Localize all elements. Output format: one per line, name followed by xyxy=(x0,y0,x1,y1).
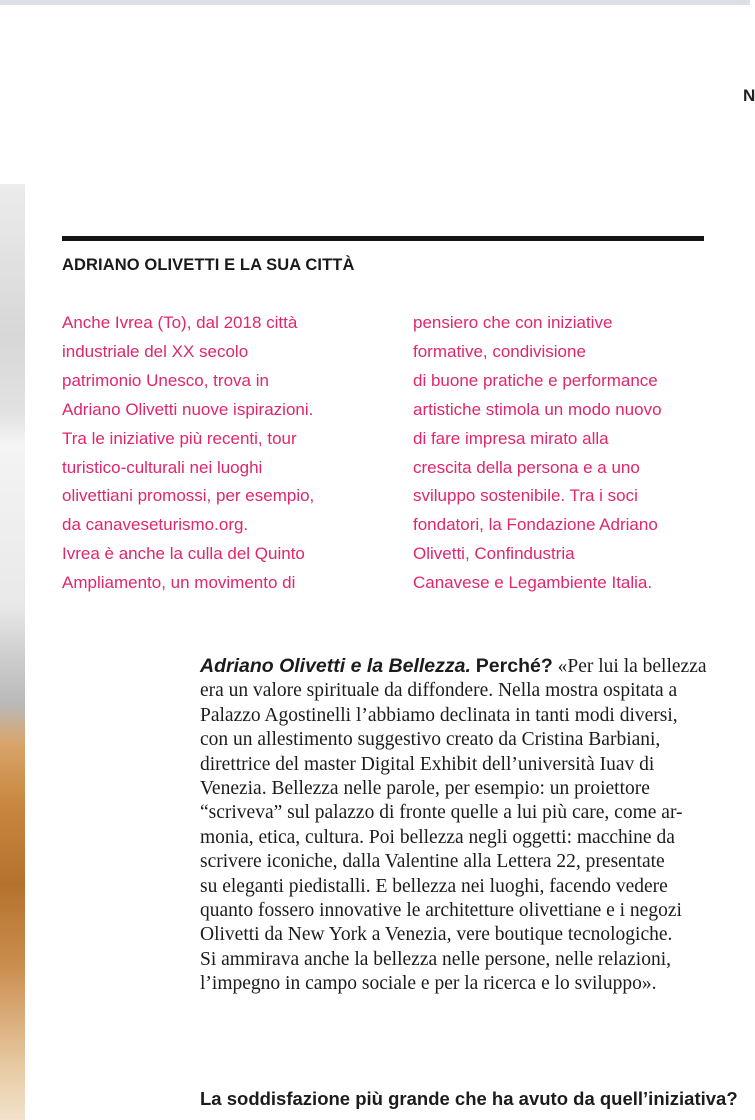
page-edge-letter: N xyxy=(743,86,755,105)
article-body xyxy=(200,654,750,997)
article-line: Palazzo Agostinelli l’abbiamo declinata in tanti modi diversi, xyxy=(200,704,678,726)
sidebar-box-left-column xyxy=(62,309,314,598)
article-line: Olivetti da New York a Venezia, vere boutique tecnologiche. xyxy=(200,924,673,946)
article-line: l’impegno in campo sociale e per la ricerca e lo sviluppo». xyxy=(200,973,657,995)
sidebar-line: turistico-culturali nei luoghi xyxy=(62,457,263,477)
sidebar-line: Canavese e Legambiente Italia. xyxy=(413,573,653,593)
sidebar-line: pensiero che con iniziative xyxy=(413,313,613,332)
article-lead-question: Perché? xyxy=(475,655,553,677)
article-line: monia, etica, cultura. Poi bellezza negli oggetti: macchine da xyxy=(200,826,675,848)
sidebar-line: sviluppo sostenibile. Tra i soci xyxy=(413,486,638,506)
left-photo-strip xyxy=(0,184,25,1120)
article-line: su eleganti piedistalli. E bellezza nei luoghi, facendo vedere xyxy=(200,875,668,897)
top-border xyxy=(0,0,750,5)
article-line: scrivere iconiche, dalla Valentine alla Lettera 22, presentate xyxy=(200,851,665,873)
sidebar-line: patrimonio Unesco, trova in xyxy=(62,370,269,390)
article-line: “scriveva” sul palazzo di fronte quelle a lui più care, come ar- xyxy=(200,802,683,824)
sidebar-line: formative, condivisione xyxy=(413,341,586,361)
article-line: era un valore spirituale da diffondere. Nella mostra ospitata a xyxy=(200,680,678,702)
article-line: Si ammirava anche la bellezza nelle persone, nelle relazioni, xyxy=(200,948,672,970)
sidebar-box-right-column xyxy=(413,309,662,598)
sidebar-box-title: ADRIANO OLIVETTI E LA SUA CITTÀ xyxy=(62,256,355,274)
sidebar-line: Adriano Olivetti nuove ispirazioni. xyxy=(62,399,314,419)
article-lead-title: Adriano Olivetti e la Bellezza. xyxy=(200,655,471,677)
sidebar-line: di buone pratiche e performance xyxy=(413,370,658,390)
sidebar-line: crescita della persona e a uno xyxy=(413,457,640,477)
sidebar-line: industriale del XX secolo xyxy=(62,341,249,361)
sidebar-line: di fare impresa mirato alla xyxy=(413,428,609,448)
sidebar-line: Olivetti, Confindustria xyxy=(413,544,575,564)
article-line: quanto fossero innovative le architetture olivettiane e i negozi xyxy=(200,900,682,922)
article-first-line xyxy=(200,654,750,679)
sidebar-line: Ampliamento, un movimento di xyxy=(62,573,296,593)
sidebar-line: Anche Ivrea (To), dal 2018 città xyxy=(62,313,298,332)
sidebar-line: da canaveseturismo.org. xyxy=(62,515,249,535)
article-line: con un allestimento suggestivo creato da Cristina Barbiani, xyxy=(200,729,661,751)
sidebar-line: fondatori, la Fondazione Adriano xyxy=(413,515,658,535)
sidebar-line: olivettiani promossi, per esempio, xyxy=(62,486,315,506)
article-line: direttrice del master Digital Exhibit dell’università Iuav di xyxy=(200,753,655,775)
article-line: Venezia. Bellezza nelle parole, per esempio: un proiettore xyxy=(200,778,650,800)
sidebar-line: artistiche stimola un modo nuovo xyxy=(413,399,662,419)
sidebar-line: Ivrea è anche la culla del Quinto xyxy=(62,544,305,564)
sidebar-line: Tra le iniziative più recenti, tour xyxy=(62,428,297,448)
sidebar-box-rule xyxy=(62,236,704,241)
article-next-question: La soddisfazione più grande che ha avuto da quell’iniziativa? xyxy=(200,1088,738,1109)
article-lead-text: «Per lui la bellezza xyxy=(552,656,707,677)
